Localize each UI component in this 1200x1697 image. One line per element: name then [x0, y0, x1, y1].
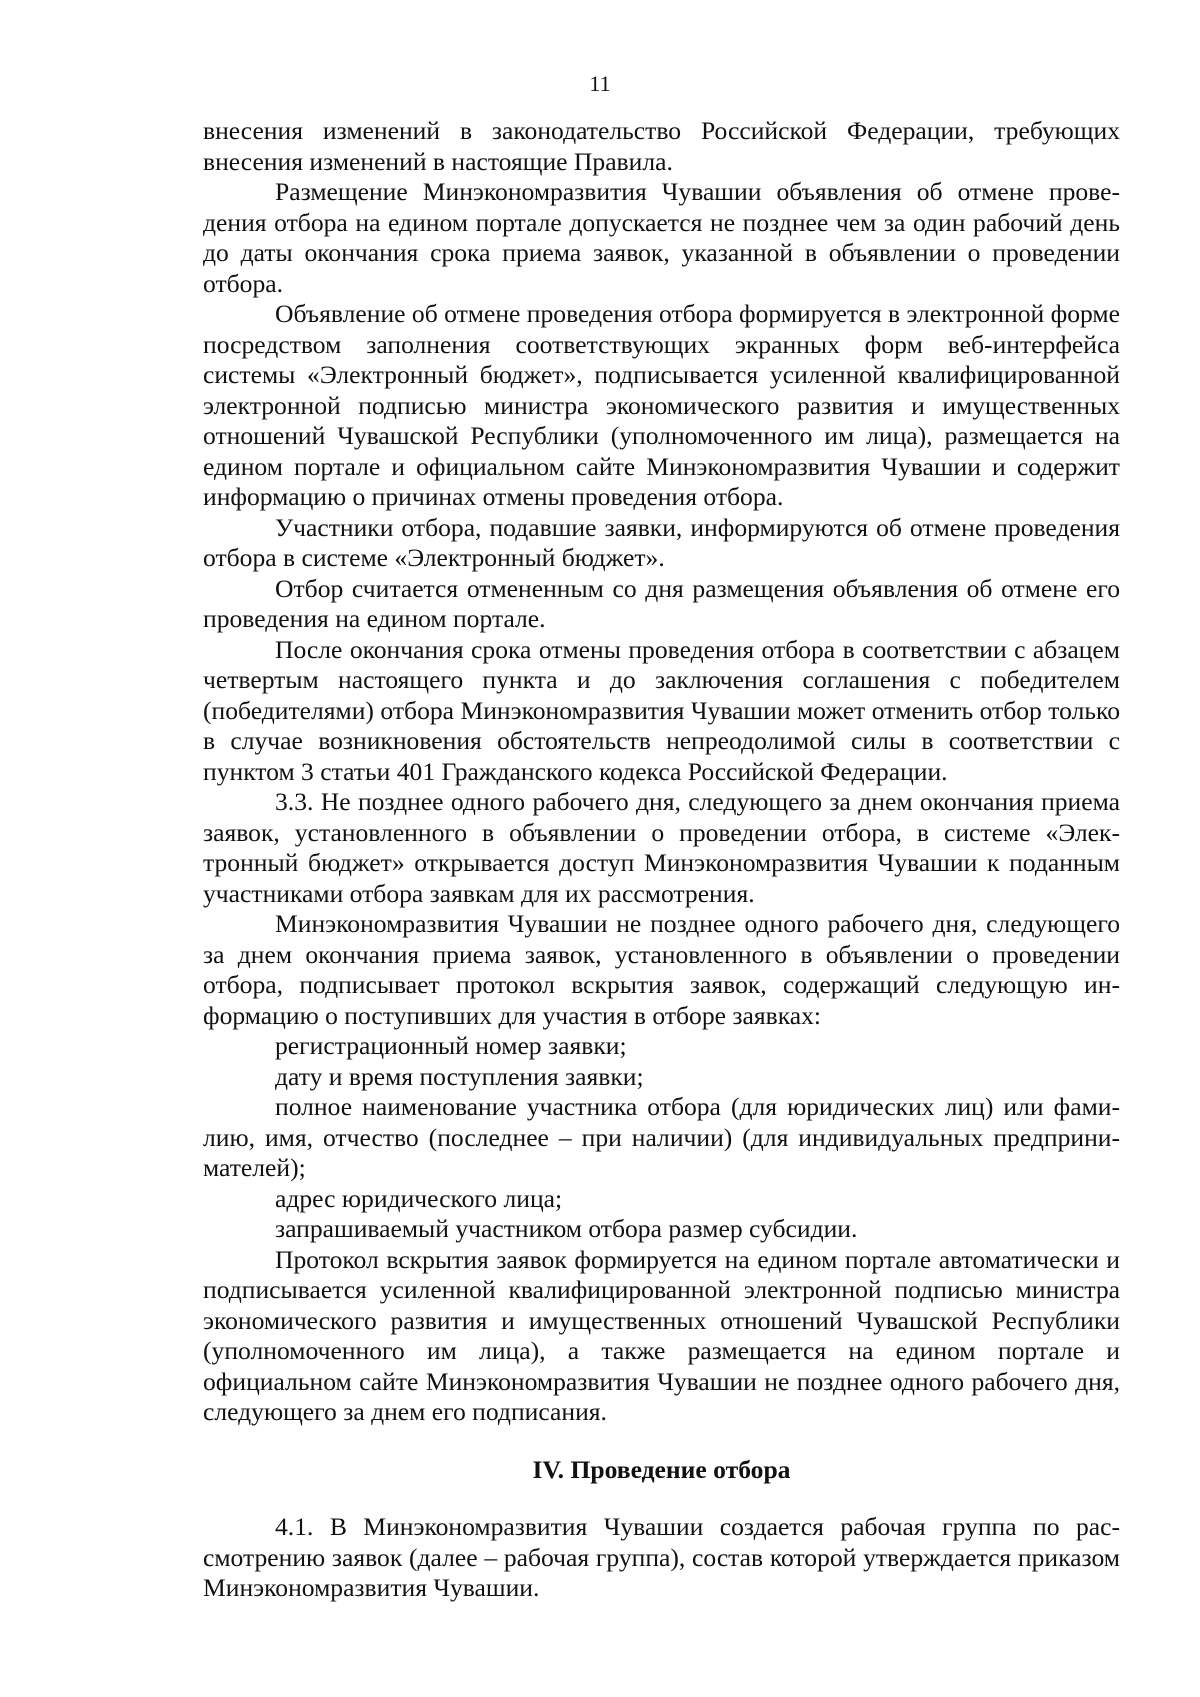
paragraph: 3.3. Не позднее одного рабочего дня, следующего за днем окончания приема заявок, установленного в объявлении о проведении отбора, в системе «Электронный бюджет» открывается доступ Минэкономразвития Чувашии к поданным участниками отбора заявкам для их рассмотрения.: [203, 787, 1120, 908]
paragraph: внесения изменений в законодательство Российской Федерации, требующих внесения изменений в настоящие Правила.: [203, 116, 1120, 176]
paragraph: Участники отбора, подавшие заявки, информируются об отмене проведения отбора в системе «Электронный бюджет».: [203, 512, 1120, 572]
document-body: [203, 116, 1120, 1604]
list-item: дату и время поступления заявки;: [275, 1061, 644, 1091]
paragraph: Отбор считается отмененным со дня размещения объявления об отмене его проведения на едином портале.: [203, 573, 1120, 633]
paragraph: Объявление об отмене проведения отбора формируется в электронной форме посредством заполнения соответствующих экранных форм веб-интерфейса системы «Электронный бюджет», подписывается усиленной квалифицированной электронной подписью министра экономического развития и имущественных отношений Чувашской Республики (уполномоченного им лица), размещается на едином портале и официальном сайте Минэкономразвития Чувашии и содержит информацию о причинах отмены проведения отбора.: [203, 299, 1120, 511]
list-item: адрес юридического лица;: [275, 1183, 563, 1213]
section-heading: IV. Проведение отбора: [532, 1454, 791, 1484]
list-item: регистрационный номер заявки;: [275, 1031, 627, 1060]
list-item: полное наименование участника отбора (для юридических лиц) или фамилию, имя, отчество (последнее – при наличии) (для индивидуальных предпринимателей);: [203, 1092, 1120, 1182]
paragraph: После окончания срока отмены проведения отбора в соответствии с абзацем четвертым настоящего пункта и до заключения соглашения с победителем (победителями) отбора Минэкономразвития Чувашии может отменить отбор только в случае возникновения обстоятельств непреодолимой силы в соответствии с пунктом 3 статьи 401 Гражданского кодекса Российской Федерации.: [203, 634, 1120, 786]
list-item: запрашиваемый участником отбора размер субсидии.: [275, 1214, 858, 1243]
paragraph: Размещение Минэкономразвития Чувашии объявления об отмене проведения отбора на едином портале допускается не позднее чем за один рабочий день до даты окончания срока приема заявок, указанной в объявлении о проведении отбора.: [203, 177, 1120, 298]
paragraph: Минэкономразвития Чувашии не позднее одного рабочего дня, следующего за днем окончания приема заявок, установленного в объявлении о проведении отбора, подписывает протокол вскрытия заявок, содержащий следующую информацию о поступивших для участия в отборе заявках:: [203, 909, 1120, 1030]
paragraph: Протокол вскрытия заявок формируется на едином портале автоматически и подписывается усиленной квалифицированной электронной подписью министра экономического развития и имущественных отношений Чувашской Республики (уполномоченного им лица), а также размещается на едином портале и официальном сайте Минэкономразвития Чувашии не позднее одного рабочего дня, следующего за днем его подписания.: [203, 1244, 1120, 1426]
page-number: 11: [589, 71, 611, 96]
paragraph: 4.1. В Минэкономразвития Чувашии создается рабочая группа по рассмотрению заявок (далее – рабочая группа), состав которой утверждается приказом Минэкономразвития Чувашии.: [203, 1512, 1120, 1602]
